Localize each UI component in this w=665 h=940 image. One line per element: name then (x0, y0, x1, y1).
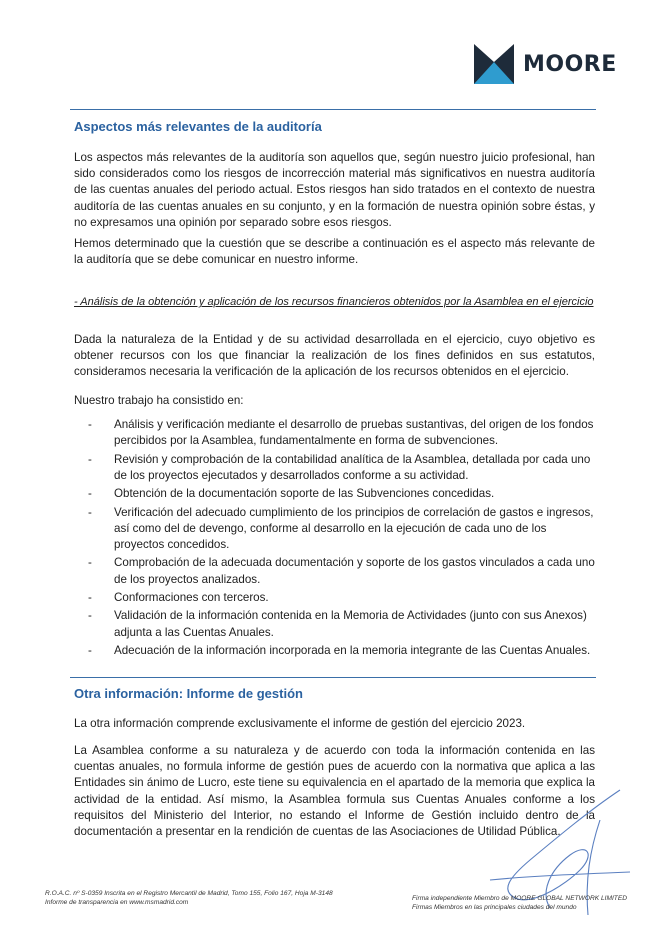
header-divider (70, 109, 596, 110)
list-item: - Obtención de la documentación soporte de las Subvenciones concedidas. (88, 486, 596, 502)
footer-left (45, 889, 333, 907)
list-item: - Adecuación de la información incorporada en la memoria integrante de las Cuentas Anuales. (88, 643, 596, 659)
list-item: - Conformaciones con terceros. (88, 590, 596, 606)
list-item: - Análisis y verificación mediante el desarrollo de pruebas sustantivas, del origen de los fondos percibidos por la Asamblea, fundamentalmente en forma de subvenciones. (88, 417, 596, 449)
section-title-otra-informacion: Otra información: Informe de gestión (74, 686, 303, 701)
logo-text: MOORE (523, 51, 617, 77)
moore-logo-icon (474, 44, 514, 84)
paragraph-trabajo-intro: Nuestro trabajo ha consistido en: (74, 394, 244, 407)
section-title-aspectos: Aspectos más relevantes de la auditoría (74, 119, 322, 134)
paragraph-otra-informacion: La otra información comprende exclusivamente el informe de gestión del ejercicio 2023. (74, 717, 526, 730)
footer-network: Firma independiente Miembro de MOORE GLOBAL NETWORK LIMITED (412, 895, 627, 902)
paragraph-cuestion: Hemos determinado que la cuestión que se describe a continuación es el aspecto más relevante de la auditoría que se debe comunicar en nuestro informe. (74, 237, 595, 267)
list-item: - Validación de la información contenida en la Memoria de Actividades (junto con sus Anexos) adjunta a las Cuentas Anuales. (88, 608, 596, 640)
section-divider (70, 677, 596, 678)
moore-logo (474, 44, 617, 84)
footer-roac: R.O.A.C. nº S-0359 Inscrita en el Registro Mercantil de Madrid, Tomo 155, Folio 167, Hoja M-3148 (45, 890, 333, 897)
list-item: - Comprobación de la adecuada documentación y soporte de los gastos vinculados a cada uno de los proyectos analizados. (88, 555, 596, 587)
paragraph-naturaleza: Dada la naturaleza de la Entidad y de su actividad desarrollada en el ejercicio, cuyo objetivo es obtener recursos con los que financiar la realización de los fines definidos en sus estatutos, consideramos necesaria la verificación de la aplicación de los recursos obtenidos en el ejercicio. (74, 333, 595, 379)
paragraph-informe-gestion: La Asamblea conforme a su naturaleza y de acuerdo con toda la información contenida en las cuentas anuales, no formula informe de gestión pues de acuerdo con la normativa que aplica a las Entidades sin ánimo de Lucro, este tiene su equivalencia en el apartado de la memoria que explica la actividad de la entidad. Así mismo, la Asamblea formula sus Cuentas Anuales conforme a los requisitos del Ministerio del Interior, no estando el Informe de Gestión incluido dentro de la documentación a presentar en la rendición de cuentas de las Asociaciones de Utilidad Pública. (74, 744, 595, 839)
list-item: - Verificación del adecuado cumplimiento de los principios de correlación de gastos e ingresos, así como del de devengo, conforme al desarrollo en la ejecución de cada uno de los proyectos concedidos. (88, 505, 596, 554)
procedures-list (88, 417, 596, 661)
footer-right (412, 894, 627, 912)
subtitle-analisis: - Análisis de la obtención y aplicación de los recursos financieros obtenidos por la Asamblea en el ejercicio (74, 296, 594, 308)
footer-members: Firmas Miembros en las principales ciudades del mundo (412, 904, 577, 911)
footer-transparency: Informe de transparencia en www.msmadrid.com (45, 899, 189, 906)
paragraph-aspectos-definition: Los aspectos más relevantes de la auditoría son aquellos que, según nuestro juicio profesional, han sido considerados como los riesgos de incorrección material más significativos en nuestra auditoría de las cuentas anuales del periodo actual. Estos riesgos han sido tratados en el contexto de nuestra auditoría de las cuentas anuales en su conjunto, y en la formación de nuestra opinión sobre éstas, y no expresamos una opinión por separado sobre esos riesgos. (74, 151, 595, 229)
list-item: - Revisión y comprobación de la contabilidad analítica de la Asamblea, detallada por cada uno de los proyectos ejecutados y desarrollados conforme a su actividad. (88, 452, 596, 484)
